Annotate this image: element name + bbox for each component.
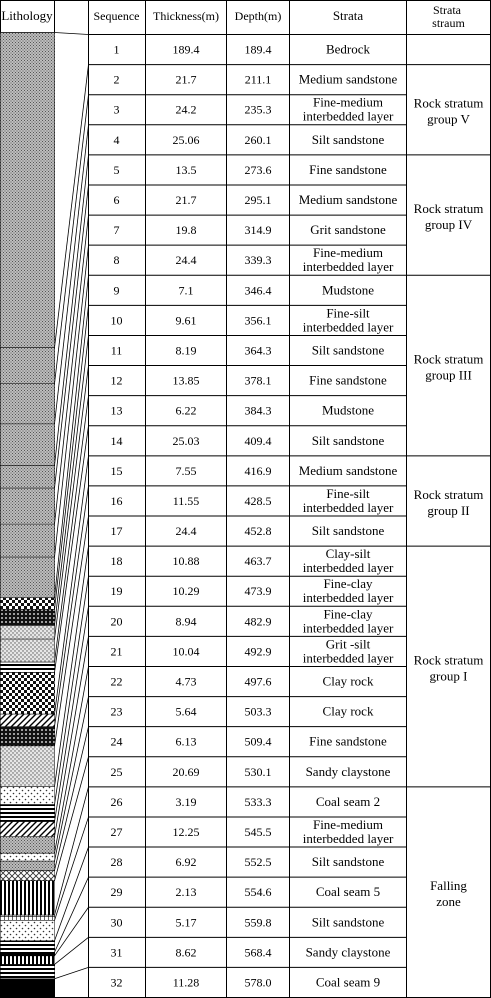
table-row (111, 764, 391, 779)
strata-cell: Clay-silt interbedded layer (302, 546, 394, 576)
depth-cell: 497.6 (244, 674, 272, 689)
lithology-layer-6 (1, 488, 55, 524)
thickness-cell: 189.4 (172, 42, 200, 57)
table-row (111, 914, 385, 929)
sequence-cell: 28 (110, 855, 123, 870)
sequence-cell: 9 (113, 283, 120, 298)
thickness-cell: 5.64 (175, 704, 197, 719)
lithology-layer-10 (1, 609, 55, 625)
table-row (111, 674, 374, 689)
strata-cell: Fine-medium interbedded layer (302, 816, 394, 846)
table-row (111, 974, 381, 989)
header-thickness: Thickness(m) (153, 9, 219, 23)
strata-cell: Silt sandstone (311, 432, 385, 448)
lithology-layer-25 (1, 881, 55, 915)
strata-cell: Fine-silt interbedded layer (302, 485, 394, 515)
strata-cell: Fine sandstone (309, 733, 387, 749)
thickness-cell: 9.61 (175, 313, 197, 328)
sequence-cell: 31 (110, 945, 123, 960)
lithology-layer-28 (1, 941, 55, 953)
depth-cell: 189.4 (244, 42, 272, 57)
sequence-cell: 25 (110, 764, 123, 779)
thickness-cell: 11.28 (172, 975, 200, 990)
strata-cell: Fine-medium interbedded layer (302, 245, 394, 275)
lithology-layer-30 (1, 956, 55, 965)
depth-cell: 568.4 (244, 945, 272, 960)
lithology-layer-7 (1, 524, 55, 557)
connector-line (55, 967, 89, 978)
thickness-cell: 4.73 (175, 674, 197, 689)
depth-cell: 473.9 (244, 584, 272, 599)
strata-cell: Silt sandstone (311, 854, 385, 870)
depth-cell: 503.3 (244, 704, 272, 719)
strata-cell: Fine sandstone (309, 161, 387, 177)
sequence-cell: 14 (110, 433, 123, 448)
lithology-layer-3 (1, 384, 55, 424)
sequence-cell: 32 (110, 975, 123, 990)
strata-group-label: Rock stratum group III (413, 351, 484, 383)
connector-line (55, 697, 89, 862)
table-row (111, 433, 385, 448)
table-row (111, 884, 381, 899)
strata-group-label: Rock stratum group V (413, 95, 484, 127)
sequence-cell: 3 (113, 102, 120, 117)
depth-cell: 364.3 (244, 343, 272, 358)
sequence-cell: 13 (110, 403, 123, 418)
thickness-cell: 10.88 (172, 554, 200, 569)
table-row (111, 944, 391, 959)
depth-cell: 452.8 (244, 524, 272, 539)
connector-line (55, 245, 89, 557)
strata-cell: Sandy claystone (305, 763, 391, 779)
table-row (111, 794, 381, 809)
header-strata: Strata (332, 8, 364, 23)
depth-cell: 295.1 (244, 193, 272, 208)
depth-cell: 533.3 (244, 794, 272, 809)
lithology-layer-24 (1, 870, 55, 880)
depth-cell: 552.5 (244, 855, 272, 870)
connector-line (55, 185, 89, 488)
connector-line (55, 33, 89, 35)
strata-cell: Silt sandstone (311, 523, 385, 539)
lithology-layer-1 (1, 33, 55, 348)
strata-cell: Medium sandstone (298, 192, 398, 208)
table-row (111, 463, 398, 478)
strata-cell: Fine-silt interbedded layer (302, 305, 394, 335)
thickness-cell: 20.69 (172, 764, 200, 779)
connector-line (55, 366, 89, 640)
strata-cell: Coal seam 2 (315, 793, 381, 809)
strata-cell: Silt sandstone (311, 342, 385, 358)
sequence-cell: 5 (113, 162, 120, 177)
thickness-cell: 24.2 (175, 102, 197, 117)
lithology-layer-5 (1, 466, 55, 488)
sequence-cell: 4 (113, 132, 120, 147)
sequence-cell: 27 (110, 824, 123, 839)
table-row (114, 282, 375, 297)
strata-cell: Grit sandstone (310, 222, 386, 238)
strata-cell: Fine-clay interbedded layer (302, 576, 394, 606)
table-row (111, 734, 388, 749)
sequence-cell: 12 (110, 373, 123, 388)
sequence-cell: 26 (110, 794, 123, 809)
lithology-layer-23 (1, 861, 55, 870)
header-depth: Depth(m) (234, 9, 282, 23)
thickness-cell: 6.92 (175, 855, 197, 870)
depth-cell: 530.1 (244, 764, 272, 779)
table-row (114, 192, 398, 207)
sequence-cell: 15 (110, 463, 123, 478)
table-row (111, 636, 394, 665)
strata-cell: Medium sandstone (298, 462, 398, 478)
connector-line (55, 666, 89, 853)
lithology-layer-16 (1, 727, 55, 746)
sequence-cell: 24 (110, 734, 123, 749)
strata-group-label: Rock stratum group IV (413, 201, 484, 233)
thickness-cell: 2.13 (175, 885, 197, 900)
connector-line (55, 95, 89, 384)
depth-cell: 554.6 (244, 885, 272, 900)
lithology-layer-22 (1, 853, 55, 861)
thickness-cell: 10.04 (172, 644, 200, 659)
depth-cell: 384.3 (244, 403, 272, 418)
thickness-cell: 7.1 (178, 283, 194, 298)
lithology-layer-20 (1, 822, 55, 837)
sequence-cell: 22 (110, 674, 123, 689)
sequence-cell: 6 (113, 193, 120, 208)
table-row (111, 305, 394, 334)
strata-cell: Sandy claystone (305, 944, 391, 960)
strata-cell: Silt sandstone (311, 131, 385, 147)
depth-cell: 356.1 (244, 313, 272, 328)
depth-cell: 314.9 (244, 223, 272, 238)
strata-group-label: Rock stratum group I (413, 652, 484, 684)
sequence-cell: 20 (110, 614, 123, 629)
thickness-cell: 11.55 (172, 493, 200, 508)
table-row (111, 486, 394, 515)
strata-cell: Silt sandstone (311, 914, 385, 930)
depth-cell: 416.9 (244, 463, 272, 478)
depth-cell: 378.1 (244, 373, 272, 388)
sequence-cell: 10 (110, 313, 123, 328)
strata-cell: Mudstone (322, 282, 374, 298)
depth-cell: 545.5 (244, 824, 272, 839)
header-sequence: Sequence (93, 9, 140, 23)
lithology-layer-14 (1, 672, 55, 714)
strata-cell: Fine-medium interbedded layer (302, 94, 394, 124)
table-row (111, 854, 385, 869)
depth-cell: 492.9 (244, 644, 272, 659)
strata-cell: Fine sandstone (309, 372, 387, 388)
sequence-cell: 29 (110, 885, 123, 900)
thickness-cell: 8.62 (175, 945, 197, 960)
strata-cell: Coal seam 5 (315, 884, 381, 900)
strata-cell: Mudstone (322, 402, 374, 418)
table-row (111, 817, 394, 846)
lithology-layer-4 (1, 424, 55, 466)
strata-group-label: Rock stratum group II (413, 486, 484, 518)
thickness-cell: 21.7 (175, 72, 197, 87)
table-row (111, 606, 394, 635)
table-row (114, 132, 385, 147)
connector-line (55, 155, 89, 466)
sequence-cell: 16 (110, 493, 123, 508)
lithology-layer-8 (1, 557, 55, 598)
thickness-cell: 7.55 (175, 463, 197, 478)
depth-cell: 346.4 (244, 283, 272, 298)
depth-cell: 428.5 (244, 493, 272, 508)
depth-cell: 409.4 (244, 433, 272, 448)
strata-cell: Bedrock (325, 41, 371, 57)
lithology-layer-2 (1, 348, 55, 384)
thickness-cell: 12.25 (172, 824, 200, 839)
sequence-cell: 17 (110, 524, 123, 539)
depth-cell: 463.7 (244, 554, 272, 569)
depth-cell: 211.1 (244, 72, 272, 87)
lithology-layer-13 (1, 662, 55, 672)
table-row (114, 42, 371, 57)
sequence-cell: 2 (113, 72, 120, 87)
table-row (111, 403, 375, 418)
table-row (111, 546, 394, 575)
connector-line (55, 65, 89, 348)
depth-cell: 559.8 (244, 915, 272, 930)
thickness-cell: 25.03 (172, 433, 200, 448)
table-row (111, 704, 374, 719)
lithology-layer-31 (1, 964, 55, 978)
strata-group-label: Falling zone (430, 878, 467, 910)
depth-cell: 509.4 (244, 734, 272, 749)
sequence-cell: 7 (113, 223, 120, 238)
thickness-cell: 24.4 (175, 524, 197, 539)
table-row (114, 162, 388, 177)
thickness-cell: 24.4 (175, 253, 197, 268)
sequence-cell: 21 (110, 644, 123, 659)
lithology-layer-18 (1, 786, 55, 804)
header-lithology: Lithology (1, 8, 53, 23)
thickness-cell: 8.94 (175, 614, 197, 629)
strata-cell: Clay rock (322, 703, 374, 719)
connector-line (55, 817, 89, 920)
thickness-cell: 5.17 (175, 915, 197, 930)
lithology-layer-12 (1, 639, 55, 662)
table-row (114, 245, 394, 274)
table-row (114, 222, 386, 237)
lithology-layer-27 (1, 920, 55, 940)
sequence-cell: 30 (110, 915, 123, 930)
depth-cell: 578.0 (244, 975, 272, 990)
strata-cell: Coal seam 9 (315, 974, 381, 990)
depth-cell: 339.3 (244, 253, 272, 268)
lithology-layer-21 (1, 837, 55, 854)
sequence-cell: 18 (110, 554, 123, 569)
strata-cell: Fine-clay interbedded layer (302, 606, 394, 636)
table-row (114, 95, 394, 124)
strata-cell: Grit -silt interbedded layer (302, 636, 394, 666)
lithology-layer-9 (1, 598, 55, 610)
table-row (111, 373, 388, 388)
thickness-cell: 3.19 (175, 794, 197, 809)
lithology-layer-11 (1, 625, 55, 639)
thickness-cell: 6.13 (175, 734, 197, 749)
lithology-column (1, 33, 55, 998)
thickness-cell: 13.85 (172, 373, 200, 388)
strata-cell: Clay rock (322, 673, 374, 689)
strata-cell: Medium sandstone (298, 71, 398, 87)
header-strata-group: Strata straum (432, 3, 465, 30)
connector-line (55, 305, 89, 609)
thickness-cell: 21.7 (175, 193, 197, 208)
table-row (111, 523, 385, 538)
table-row (111, 342, 385, 357)
sequence-cell: 19 (110, 584, 123, 599)
depth-cell: 260.1 (244, 132, 272, 147)
thickness-cell: 8.19 (175, 343, 197, 358)
thickness-cell: 19.8 (175, 223, 197, 238)
lithology-layer-29 (1, 952, 55, 956)
table-row (111, 576, 394, 605)
sequence-cell: 11 (110, 343, 123, 358)
sequence-cell: 1 (113, 42, 120, 57)
thickness-cell: 13.5 (175, 162, 197, 177)
lithology-layer-26 (1, 915, 55, 920)
lithology-layer-17 (1, 746, 55, 787)
thickness-cell: 6.22 (175, 403, 197, 418)
lithology-layer-19 (1, 805, 55, 822)
table-row (114, 72, 398, 87)
depth-cell: 482.9 (244, 614, 272, 629)
lithology-layer-15 (1, 714, 55, 727)
depth-cell: 273.6 (244, 162, 272, 177)
depth-cell: 235.3 (244, 102, 272, 117)
thickness-cell: 10.29 (172, 584, 200, 599)
thickness-cell: 25.06 (172, 132, 200, 147)
sequence-cell: 8 (113, 253, 120, 268)
lithology-connector-lines (55, 33, 89, 998)
sequence-cell: 23 (110, 704, 123, 719)
lithology-layer-32 (1, 979, 55, 998)
